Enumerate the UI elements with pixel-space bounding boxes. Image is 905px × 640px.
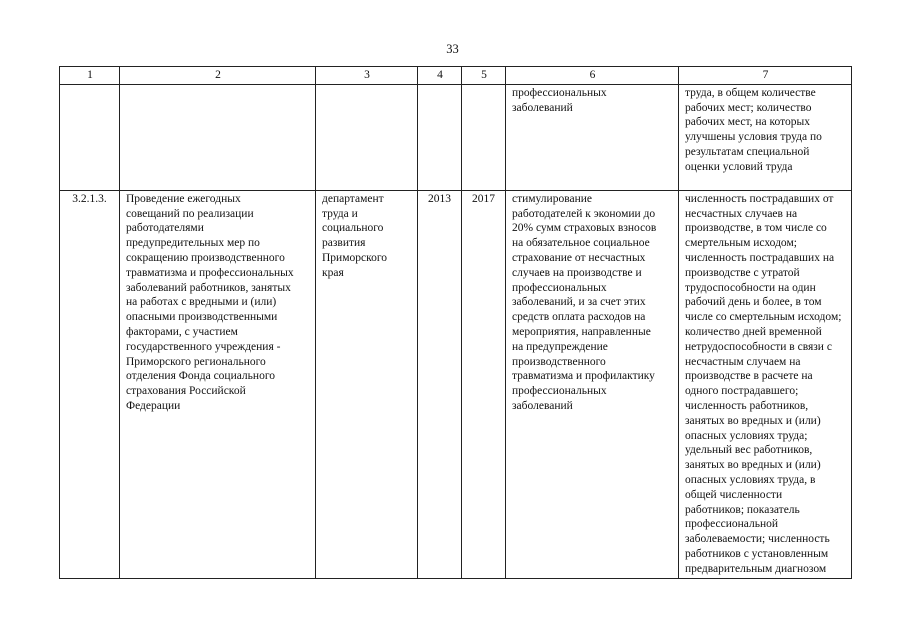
result-cell: стимулирование работодателей к экономии до 20% сумм страховых взносов на обязательное социальное страхование от несчастных случаев на производстве и профессиональных заболеваний, и за счет этих средств оплата расходов на мероприятия, направленные на предупреждение производственного травматизма и профилактику профессиональных заболеваний [506, 190, 679, 578]
table-row [60, 190, 852, 578]
executor-cell: департамент труда и социального развития Приморского края [316, 190, 418, 578]
continuation-row [60, 84, 852, 190]
column-number-7: 7 [679, 67, 852, 85]
column-number-5: 5 [462, 67, 506, 85]
column-number-row [60, 67, 852, 85]
empty-cell [418, 84, 462, 190]
page-number: 33 [446, 42, 459, 56]
start-year-cell: 2013 [418, 190, 462, 578]
empty-cell [120, 84, 316, 190]
continuation-indicators-cell: труда, в общем количестве рабочих мест; количество рабочих мест, на которых улучшены условия труда по результатам специальной оценки условий труда [679, 84, 852, 190]
column-number-2: 2 [120, 67, 316, 85]
row-code: 3.2.1.3. [60, 190, 120, 578]
column-number-3: 3 [316, 67, 418, 85]
empty-cell [60, 84, 120, 190]
measure-cell: Проведение ежегодных совещаний по реализации работодателями предупредительных мер по сокращению производственного травматизма и профессиональных заболеваний работников, занятых на работах с вредными и (или) опасными производственными факторами, с участием государственного учреждения - Приморского регионального отделения Фонда социального страхования Российской Федерации [120, 190, 316, 578]
column-number-4: 4 [418, 67, 462, 85]
column-number-1: 1 [60, 67, 120, 85]
empty-cell [462, 84, 506, 190]
measures-table [59, 66, 852, 579]
end-year-cell: 2017 [462, 190, 506, 578]
column-number-6: 6 [506, 67, 679, 85]
empty-cell [316, 84, 418, 190]
indicators-cell: численность пострадавших от несчастных случаев на производстве, в том числе со смертельным исходом; численность пострадавших на производстве с утратой трудоспособности на один рабочий день и более, в том числе со смертельным исходом; количество дней временной нетрудоспособности в связи с несчастным случаем на производстве в расчете на одного пострадавшего; численность работников, занятых во вредных и (или) опасных условиях труда; удельный вес работников, занятых во вредных и (или) опасных условиях труда, в общей численности работников; показатель профессиональной заболеваемости; численность работников с установленным предварительным диагнозом [679, 190, 852, 578]
continuation-result-cell: профессиональных заболеваний [506, 84, 679, 190]
